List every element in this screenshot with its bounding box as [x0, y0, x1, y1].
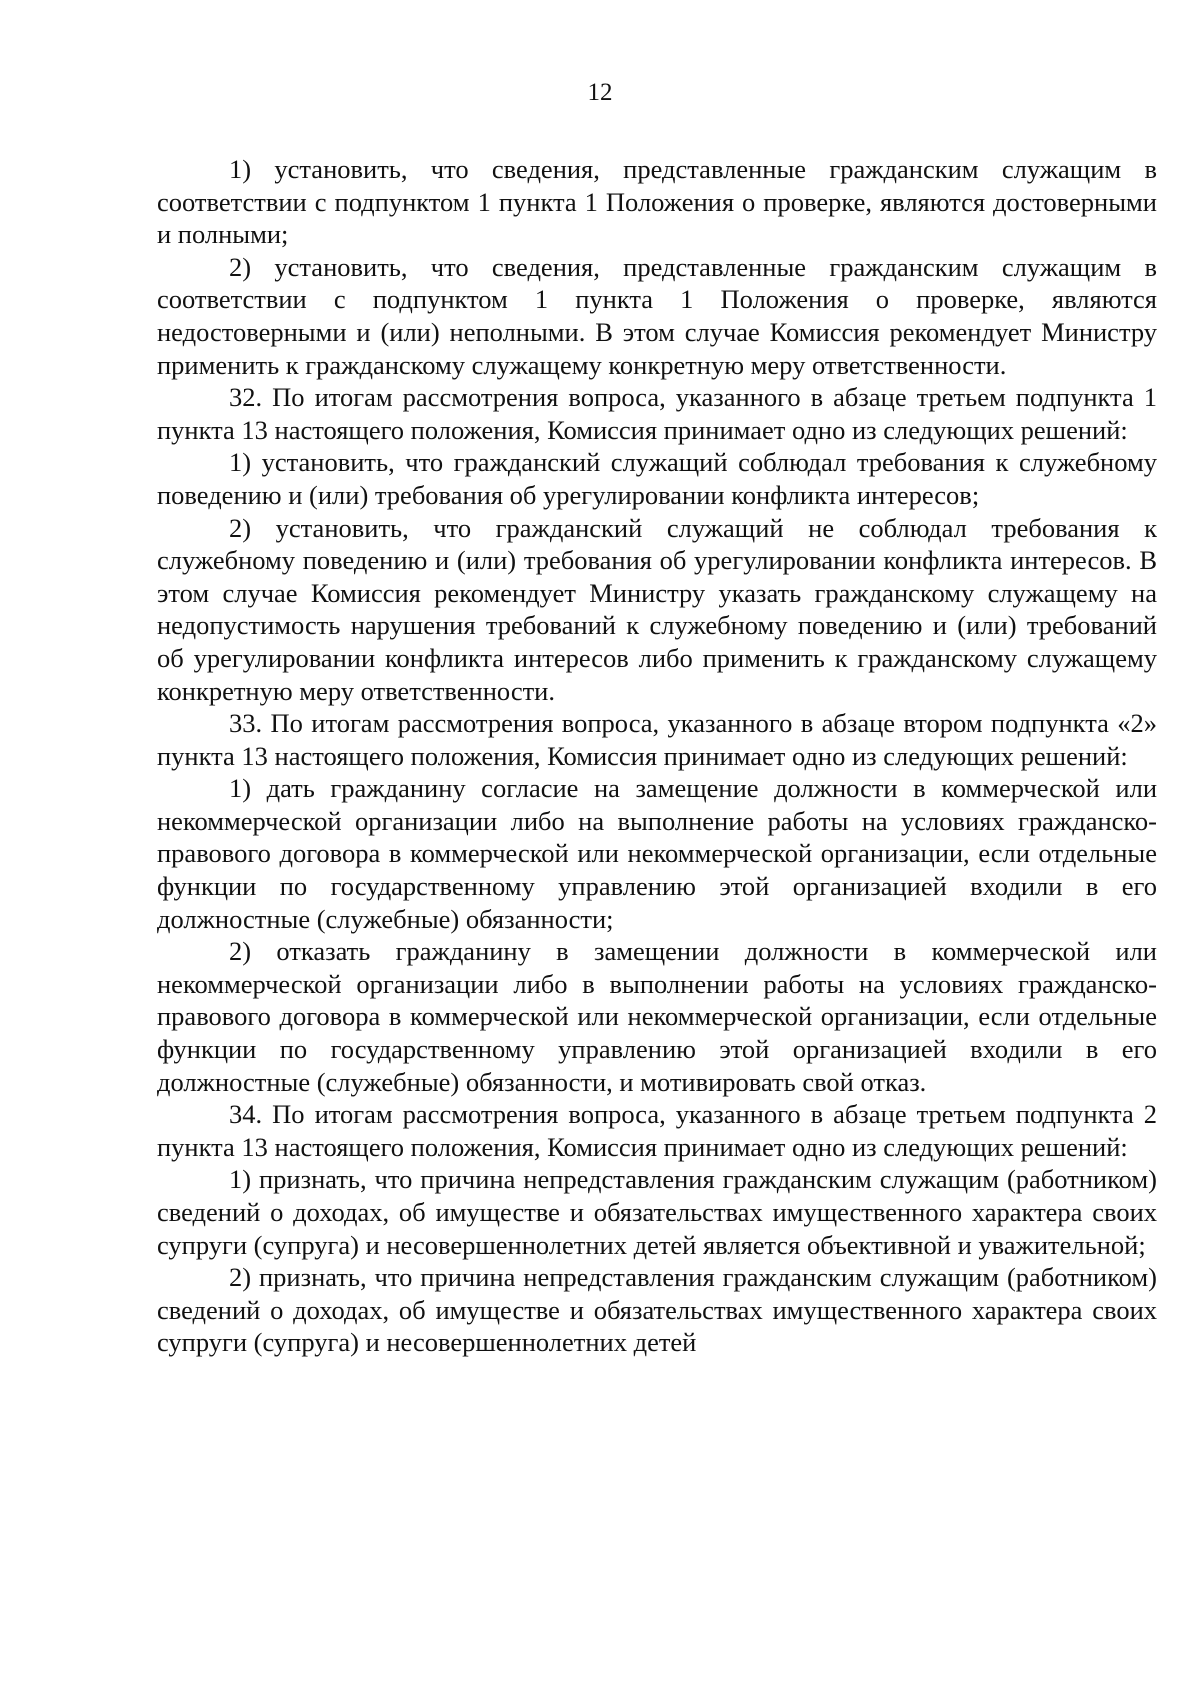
paragraph-32: 32. По итогам рассмотрения вопроса, указанного в абзаце третьем подпункта 1 пункта 13 настоящего положения, Комиссия принимает одно из следующих решений: — [157, 382, 1157, 445]
paragraph-34: 34. По итогам рассмотрения вопроса, указанного в абзаце третьем подпункта 2 пункта 13 настоящего положения, Комиссия принимает одно из следующих решений: — [157, 1099, 1157, 1162]
paragraph-32-item-2: 2) установить, что гражданский служащий не соблюдал требования к служебному поведению и (или) требования об урегулировании конфликта интересов. В этом случае Комиссия рекомендует Министру указать гражданскому служащему на недопустимость нарушения требований к служебному поведению и (или) требований об урегулировании конфликта интересов либо применить к гражданскому служащему конкретную меру ответственности. — [157, 512, 1157, 706]
paragraph-32-item-1: 1) установить, что гражданский служащий соблюдал требования к служебному поведению и (или) требования об урегулировании конфликта интересов; — [157, 447, 1157, 510]
paragraph-31-item-2: 2) установить, что сведения, представленные гражданским служащим в соответствии с подпунктом 1 пункта 1 Положения о проверке, являются недостоверными и (или) неполными. В этом случае Комиссия рекомендует Министру применить к гражданскому служащему конкретную меру ответственности. — [157, 251, 1157, 380]
paragraph-33-item-1: 1) дать гражданину согласие на замещение должности в коммерческой или некоммерческой организации либо на выполнение работы на условиях гражданско-правового договора в коммерческой или некоммерческой организации, если отдельные функции по государственному управлению этой организацией входили в его должностные (служебные) обязанности; — [157, 773, 1157, 934]
paragraph-34-item-1: 1) признать, что причина непредставления гражданским служащим (работником) сведений о доходах, об имуществе и обязательствах имущественного характера своих супруги (супруга) и несовершеннолетних детей является объективной и уважительной; — [157, 1164, 1157, 1260]
page-number: 12 — [587, 79, 613, 106]
paragraph-31-item-1: 1) установить, что сведения, представленные гражданским служащим в соответствии с подпунктом 1 пункта 1 Положения о проверке, являются достоверными и полными; — [157, 154, 1157, 250]
paragraph-33-item-2: 2) отказать гражданину в замещении должности в коммерческой или некоммерческой организации либо в выполнении работы на условиях гражданско-правового договора в коммерческой или некоммерческой организации, если отдельные функции по государственному управлению этой организацией входили в его должностные (служебные) обязанности, и мотивировать свой отказ. — [157, 936, 1157, 1097]
paragraph-34-item-2: 2) признать, что причина непредставления гражданским служащим (работником) сведений о доходах, об имуществе и обязательствах имущественного характера своих супруги (супруга) и несовершеннолетних детей — [157, 1262, 1157, 1358]
document-body — [157, 153, 1157, 1359]
paragraph-33: 33. По итогам рассмотрения вопроса, указанного в абзаце втором подпункта «2» пункта 13 настоящего положения, Комиссия принимает одно из следующих решений: — [157, 708, 1157, 771]
